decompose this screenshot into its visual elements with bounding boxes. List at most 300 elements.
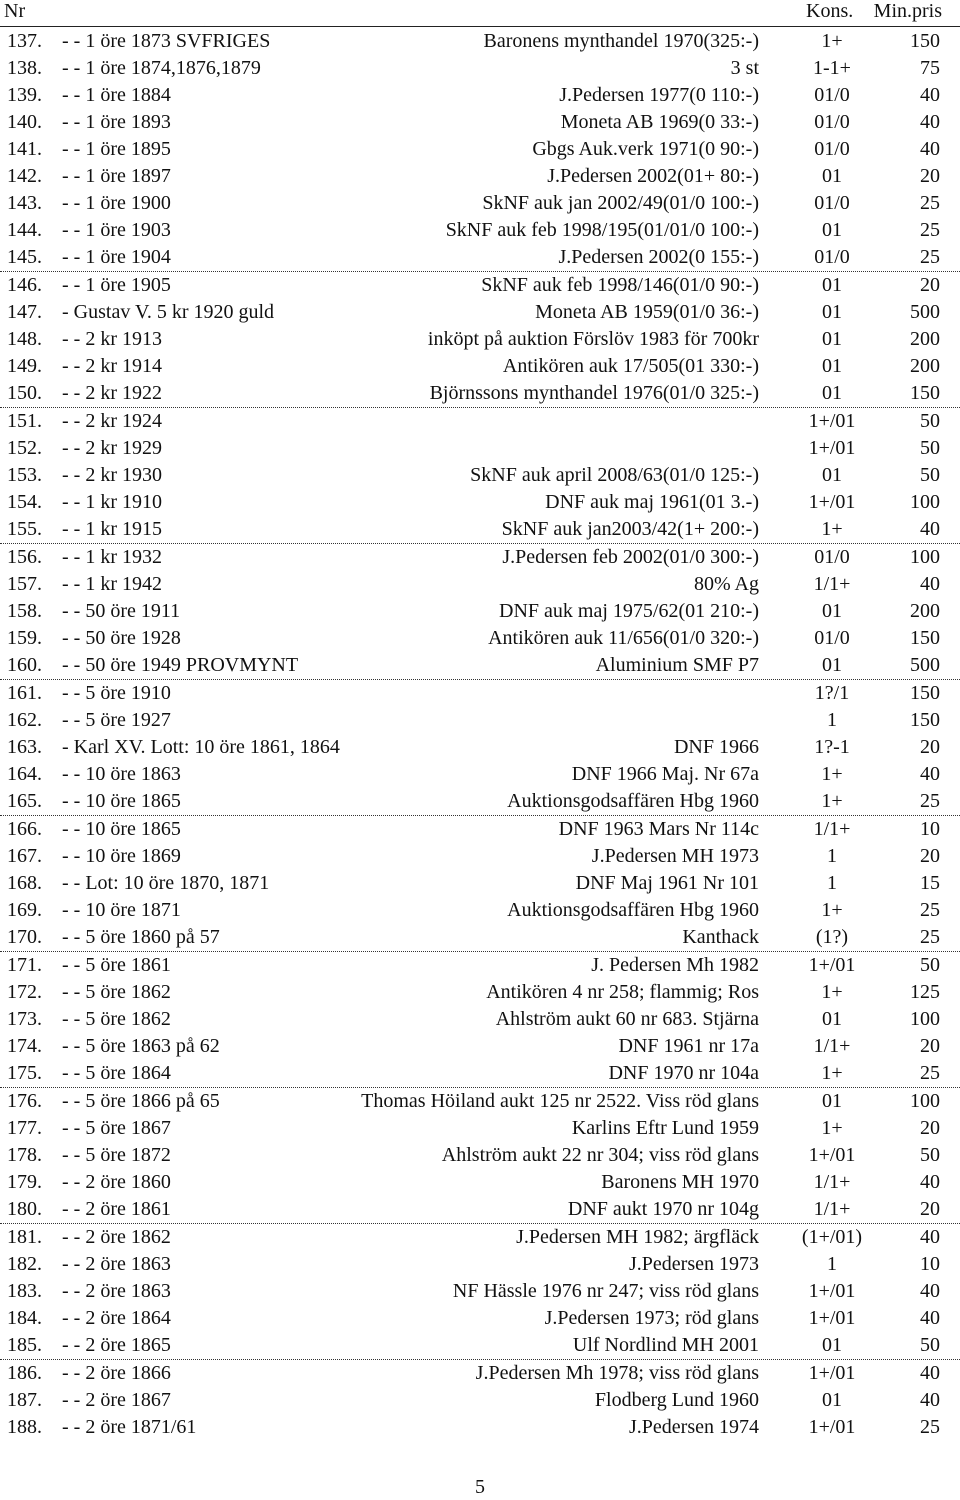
- page-number: 5: [475, 1476, 485, 1498]
- catalog-row: [0, 924, 960, 951]
- row-number: 142.: [7, 165, 42, 187]
- row-condition: 01: [822, 654, 842, 676]
- row-description: - - 2 kr 1930: [62, 464, 162, 486]
- catalog-row: [0, 788, 960, 815]
- row-source: Auktionsgodsaffären Hbg 1960: [507, 899, 759, 921]
- row-source: SkNF auk april 2008/63(01/0 125:-): [470, 464, 759, 486]
- row-description: - - 1 kr 1942: [62, 573, 162, 595]
- row-number: 184.: [7, 1307, 42, 1329]
- row-group: [0, 1088, 960, 1224]
- row-description: - - 10 öre 1869: [62, 845, 181, 867]
- catalog-row: [0, 544, 960, 571]
- catalog-row: [0, 870, 960, 897]
- row-min-price: 50: [920, 437, 940, 459]
- row-number: 146.: [7, 274, 42, 296]
- row-source: J.Pedersen 1973; röd glans: [544, 1307, 759, 1329]
- row-min-price: 25: [920, 899, 940, 921]
- catalog-row: [0, 435, 960, 462]
- catalog-row: [0, 380, 960, 407]
- catalog-row: [0, 272, 960, 299]
- row-description: - - 5 öre 1866 på 65: [62, 1090, 220, 1112]
- row-number: 183.: [7, 1280, 42, 1302]
- catalog-row: [0, 680, 960, 707]
- row-min-price: 150: [910, 30, 940, 52]
- row-number: 169.: [7, 899, 42, 921]
- row-number: 168.: [7, 872, 42, 894]
- row-source: Auktionsgodsaffären Hbg 1960: [507, 790, 759, 812]
- row-number: 174.: [7, 1035, 42, 1057]
- row-min-price: 125: [910, 981, 940, 1003]
- catalog-row: [0, 1278, 960, 1305]
- row-condition: 01: [822, 1090, 842, 1112]
- row-source: inköpt på auktion Förslöv 1983 för 700kr: [427, 328, 759, 350]
- row-number: 188.: [7, 1416, 42, 1438]
- row-source: J. Pedersen Mh 1982: [591, 954, 759, 976]
- row-source: J.Pedersen 1977(0 110:-): [559, 84, 759, 106]
- row-min-price: 100: [910, 546, 940, 568]
- row-min-price: 40: [920, 111, 940, 133]
- row-condition: 1?/1: [814, 682, 850, 704]
- row-number: 186.: [7, 1362, 42, 1384]
- row-number: 141.: [7, 138, 42, 160]
- catalog-row: [0, 109, 960, 136]
- row-condition: 01/0: [814, 546, 850, 568]
- row-condition: 01: [822, 355, 842, 377]
- catalog-row: [0, 843, 960, 870]
- row-condition: 01: [822, 464, 842, 486]
- row-min-price: 40: [920, 1362, 940, 1384]
- row-description: - - 5 öre 1862: [62, 1008, 171, 1030]
- row-description: - - 1 öre 1873 SVFRIGES: [62, 30, 271, 52]
- row-min-price: 50: [920, 954, 940, 976]
- row-condition: 1: [827, 845, 837, 867]
- row-source: J.Pedersen 2002(01+ 80:-): [547, 165, 759, 187]
- row-description: - - 1 öre 1897: [62, 165, 171, 187]
- row-group: [0, 272, 960, 408]
- row-condition: 1+/01: [808, 1416, 856, 1438]
- row-description: - - 1 öre 1893: [62, 111, 171, 133]
- row-description: - - 2 kr 1922: [62, 382, 162, 404]
- row-description: - - 1 öre 1905: [62, 274, 171, 296]
- catalog-row: [0, 1360, 960, 1387]
- row-description: - - 2 öre 1863: [62, 1280, 171, 1302]
- row-min-price: 50: [920, 1144, 940, 1166]
- row-description: - - 2 kr 1914: [62, 355, 162, 377]
- row-condition: 01/0: [814, 111, 850, 133]
- row-source: Moneta AB 1959(01/0 36:-): [535, 301, 759, 323]
- row-description: - - 5 öre 1860 på 57: [62, 926, 220, 948]
- row-min-price: 20: [920, 736, 940, 758]
- row-min-price: 200: [910, 355, 940, 377]
- row-description: - - 2 öre 1864: [62, 1307, 171, 1329]
- row-number: 170.: [7, 926, 42, 948]
- row-source: Ahlström aukt 60 nr 683. Stjärna: [495, 1008, 759, 1030]
- row-number: 160.: [7, 654, 42, 676]
- row-source: Antikören 4 nr 258; flammig; Ros: [486, 981, 759, 1003]
- row-condition: 01: [822, 600, 842, 622]
- row-condition: 1?-1: [814, 736, 850, 758]
- row-description: - - 2 öre 1861: [62, 1198, 171, 1220]
- row-condition: 01: [822, 165, 842, 187]
- row-number: 171.: [7, 954, 42, 976]
- catalog-row: [0, 408, 960, 435]
- row-min-price: 10: [920, 818, 940, 840]
- row-min-price: 40: [920, 518, 940, 540]
- header-min-pris: Min.pris: [873, 0, 942, 22]
- row-source: 80% Ag: [694, 573, 759, 595]
- row-number: 139.: [7, 84, 42, 106]
- row-number: 180.: [7, 1198, 42, 1220]
- row-source: SkNF auk feb 1998/146(01/0 90:-): [481, 274, 759, 296]
- row-min-price: 50: [920, 464, 940, 486]
- row-number: 157.: [7, 573, 42, 595]
- row-min-price: 20: [920, 165, 940, 187]
- catalog-row: [0, 516, 960, 543]
- catalog-row: [0, 1251, 960, 1278]
- row-condition: 1/1+: [813, 1035, 851, 1057]
- row-min-price: 150: [910, 382, 940, 404]
- row-min-price: 15: [920, 872, 940, 894]
- catalog-row: [0, 217, 960, 244]
- catalog-row: [0, 734, 960, 761]
- row-condition: 1+/01: [808, 1144, 856, 1166]
- catalog-row: [0, 1006, 960, 1033]
- catalog-row: [0, 244, 960, 271]
- row-source: Baronens mynthandel 1970(325:-): [483, 30, 759, 52]
- row-description: - - 1 kr 1932: [62, 546, 162, 568]
- row-min-price: 10: [920, 1253, 940, 1275]
- row-source: SkNF auk jan 2002/49(01/0 100:-): [482, 192, 759, 214]
- catalog-row: [0, 1060, 960, 1087]
- row-min-price: 100: [910, 1008, 940, 1030]
- row-condition: 1/1+: [813, 1171, 851, 1193]
- row-min-price: 200: [910, 328, 940, 350]
- catalog-row: [0, 1387, 960, 1414]
- catalog-row: [0, 353, 960, 380]
- row-source: Ulf Nordlind MH 2001: [572, 1334, 759, 1356]
- row-min-price: 40: [920, 573, 940, 595]
- row-description: - - 1 öre 1903: [62, 219, 171, 241]
- row-group: [0, 1360, 960, 1441]
- row-description: - Karl XV. Lott: 10 öre 1861, 1864: [62, 736, 340, 758]
- row-source: DNF 1966: [673, 736, 759, 758]
- catalog-row: [0, 1169, 960, 1196]
- row-min-price: 150: [910, 682, 940, 704]
- row-source: J.Pedersen 2002(0 155:-): [558, 246, 759, 268]
- catalog-row: [0, 55, 960, 82]
- row-group: [0, 816, 960, 952]
- row-description: - - 2 kr 1924: [62, 410, 162, 432]
- row-description: - - 5 öre 1872: [62, 1144, 171, 1166]
- row-source: SkNF auk jan2003/42(1+ 200:-): [501, 518, 759, 540]
- row-description: - - 5 öre 1863 på 62: [62, 1035, 220, 1057]
- row-condition: 1-1+: [813, 57, 851, 79]
- row-number: 154.: [7, 491, 42, 513]
- row-min-price: 100: [910, 491, 940, 513]
- row-min-price: 20: [920, 1198, 940, 1220]
- row-min-price: 50: [920, 410, 940, 432]
- row-description: - - 1 öre 1874,1876,1879: [62, 57, 261, 79]
- row-description: - - 2 öre 1867: [62, 1389, 171, 1411]
- row-description: - - 5 öre 1864: [62, 1062, 171, 1084]
- row-description: - - 2 öre 1865: [62, 1334, 171, 1356]
- row-min-price: 40: [920, 1226, 940, 1248]
- row-number: 178.: [7, 1144, 42, 1166]
- row-source: J.Pedersen feb 2002(01/0 300:-): [502, 546, 759, 568]
- catalog-row: [0, 1332, 960, 1359]
- row-description: - - 2 öre 1863: [62, 1253, 171, 1275]
- row-condition: 1+: [821, 1062, 843, 1084]
- header-kons: Kons.: [806, 0, 854, 22]
- catalog-row: [0, 952, 960, 979]
- catalog-row: [0, 816, 960, 843]
- catalog-row: [0, 82, 960, 109]
- row-condition: 1: [827, 1253, 837, 1275]
- row-min-price: 25: [920, 1416, 940, 1438]
- row-source: Moneta AB 1969(0 33:-): [560, 111, 759, 133]
- row-source: DNF auk maj 1975/62(01 210:-): [499, 600, 759, 622]
- row-number: 137.: [7, 30, 42, 52]
- row-condition: 01/0: [814, 192, 850, 214]
- row-number: 148.: [7, 328, 42, 350]
- row-min-price: 40: [920, 1171, 940, 1193]
- row-min-price: 20: [920, 1117, 940, 1139]
- row-min-price: 20: [920, 274, 940, 296]
- row-condition: 1+/01: [808, 410, 856, 432]
- row-source: Björnssons mynthandel 1976(01/0 325:-): [429, 382, 759, 404]
- catalog-row: [0, 462, 960, 489]
- row-condition: 1/1+: [813, 818, 851, 840]
- row-condition: 1+: [821, 1117, 843, 1139]
- row-condition: 1: [827, 709, 837, 731]
- catalog-row: [0, 1224, 960, 1251]
- row-group: [0, 952, 960, 1088]
- row-condition: 1+/01: [808, 1307, 856, 1329]
- row-number: 164.: [7, 763, 42, 785]
- row-description: - - 1 öre 1900: [62, 192, 171, 214]
- row-group: [0, 680, 960, 816]
- row-description: - Gustav V. 5 kr 1920 guld: [62, 301, 275, 323]
- catalog-row: [0, 1115, 960, 1142]
- row-description: - - 1 öre 1895: [62, 138, 171, 160]
- catalog-list: [0, 28, 960, 1441]
- row-min-price: 25: [920, 1062, 940, 1084]
- column-header: [0, 0, 960, 27]
- row-min-price: 40: [920, 763, 940, 785]
- row-description: - - 50 öre 1928: [62, 627, 181, 649]
- row-number: 173.: [7, 1008, 42, 1030]
- row-number: 156.: [7, 546, 42, 568]
- row-description: - - 2 kr 1913: [62, 328, 162, 350]
- row-description: - - 1 kr 1910: [62, 491, 162, 513]
- row-number: 181.: [7, 1226, 42, 1248]
- row-condition: 1+/01: [808, 1280, 856, 1302]
- row-min-price: 500: [910, 301, 940, 323]
- catalog-row: [0, 1033, 960, 1060]
- row-condition: 01: [822, 1334, 842, 1356]
- row-description: - - 1 öre 1904: [62, 246, 171, 268]
- row-min-price: 40: [920, 1307, 940, 1329]
- row-min-price: 100: [910, 1090, 940, 1112]
- row-number: 149.: [7, 355, 42, 377]
- catalog-row: [0, 299, 960, 326]
- row-description: - - 50 öre 1911: [62, 600, 181, 622]
- row-number: 140.: [7, 111, 42, 133]
- row-description: - - 10 öre 1871: [62, 899, 181, 921]
- row-description: - - 1 öre 1884: [62, 84, 171, 106]
- catalog-row: [0, 136, 960, 163]
- row-number: 162.: [7, 709, 42, 731]
- row-number: 147.: [7, 301, 42, 323]
- row-number: 152.: [7, 437, 42, 459]
- row-number: 166.: [7, 818, 42, 840]
- row-number: 176.: [7, 1090, 42, 1112]
- catalog-row: [0, 761, 960, 788]
- catalog-row: [0, 652, 960, 679]
- catalog-row: [0, 190, 960, 217]
- row-min-price: 25: [920, 192, 940, 214]
- row-source: NF Hässle 1976 nr 247; viss röd glans: [452, 1280, 759, 1302]
- row-condition: 1/1+: [813, 573, 851, 595]
- row-number: 179.: [7, 1171, 42, 1193]
- catalog-row: [0, 489, 960, 516]
- row-number: 144.: [7, 219, 42, 241]
- row-number: 158.: [7, 600, 42, 622]
- row-condition: 01: [822, 1008, 842, 1030]
- row-group: [0, 408, 960, 544]
- row-number: 151.: [7, 410, 42, 432]
- row-min-price: 150: [910, 627, 940, 649]
- row-min-price: 200: [910, 600, 940, 622]
- row-condition: (1?): [815, 926, 849, 948]
- row-min-price: 500: [910, 654, 940, 676]
- row-source: Karlins Eftr Lund 1959: [571, 1117, 759, 1139]
- catalog-row: [0, 1305, 960, 1332]
- row-number: 150.: [7, 382, 42, 404]
- row-number: 175.: [7, 1062, 42, 1084]
- row-number: 138.: [7, 57, 42, 79]
- catalog-row: [0, 163, 960, 190]
- row-condition: 01: [822, 1389, 842, 1411]
- row-min-price: 25: [920, 790, 940, 812]
- row-condition: 01/0: [814, 138, 850, 160]
- row-source: DNF 1966 Maj. Nr 67a: [571, 763, 759, 785]
- catalog-row: [0, 625, 960, 652]
- row-condition: 1+/01: [808, 1362, 856, 1384]
- row-min-price: 150: [910, 709, 940, 731]
- row-description: - - 2 kr 1929: [62, 437, 162, 459]
- row-description: - - 1 kr 1915: [62, 518, 162, 540]
- catalog-row: [0, 326, 960, 353]
- row-source: SkNF auk feb 1998/195(01/01/0 100:-): [445, 219, 759, 241]
- row-group: [0, 544, 960, 680]
- header-nr: Nr: [4, 0, 26, 22]
- row-number: 143.: [7, 192, 42, 214]
- row-source: J.Pedersen MH 1982; ärgfläck: [516, 1226, 759, 1248]
- row-source: 3 st: [730, 57, 759, 79]
- row-number: 177.: [7, 1117, 42, 1139]
- row-source: Ahlström aukt 22 nr 304; viss röd glans: [441, 1144, 759, 1166]
- row-number: 163.: [7, 736, 42, 758]
- row-description: - - 2 öre 1860: [62, 1171, 171, 1193]
- row-number: 159.: [7, 627, 42, 649]
- row-source: Gbgs Auk.verk 1971(0 90:-): [532, 138, 759, 160]
- row-condition: 01: [822, 301, 842, 323]
- row-condition: 01/0: [814, 84, 850, 106]
- row-description: - - 5 öre 1910: [62, 682, 171, 704]
- catalog-row: [0, 28, 960, 55]
- row-min-price: 40: [920, 1280, 940, 1302]
- row-condition: 1: [827, 872, 837, 894]
- catalog-row: [0, 707, 960, 734]
- catalog-row: [0, 598, 960, 625]
- catalog-row: [0, 979, 960, 1006]
- row-description: - - 2 öre 1866: [62, 1362, 171, 1384]
- row-condition: 1+: [821, 30, 843, 52]
- row-number: 153.: [7, 464, 42, 486]
- row-condition: 01: [822, 274, 842, 296]
- row-description: - - 5 öre 1867: [62, 1117, 171, 1139]
- row-condition: 1+/01: [808, 954, 856, 976]
- row-number: 167.: [7, 845, 42, 867]
- row-number: 185.: [7, 1334, 42, 1356]
- row-number: 172.: [7, 981, 42, 1003]
- row-group: [0, 1224, 960, 1360]
- row-description: - - Lot: 10 öre 1870, 1871: [62, 872, 270, 894]
- row-source: DNF Maj 1961 Nr 101: [575, 872, 759, 894]
- row-condition: 1+: [821, 518, 843, 540]
- row-description: - - 2 öre 1871/61: [62, 1416, 197, 1438]
- row-source: Thomas Höiland aukt 125 nr 2522. Viss röd glans: [361, 1090, 759, 1112]
- row-min-price: 25: [920, 219, 940, 241]
- row-description: - - 5 öre 1862: [62, 981, 171, 1003]
- row-condition: (1+/01): [801, 1226, 863, 1248]
- row-min-price: 20: [920, 845, 940, 867]
- row-group: [0, 28, 960, 272]
- row-min-price: 40: [920, 138, 940, 160]
- catalog-row: [0, 1142, 960, 1169]
- row-description: - - 50 öre 1949 PROVMYNT: [62, 654, 299, 676]
- row-number: 182.: [7, 1253, 42, 1275]
- row-number: 155.: [7, 518, 42, 540]
- row-description: - - 10 öre 1865: [62, 790, 181, 812]
- row-condition: 01: [822, 382, 842, 404]
- row-number: 161.: [7, 682, 42, 704]
- catalog-row: [0, 1414, 960, 1441]
- row-condition: 01: [822, 328, 842, 350]
- row-description: - - 10 öre 1865: [62, 818, 181, 840]
- row-description: - - 10 öre 1863: [62, 763, 181, 785]
- row-source: Baronens MH 1970: [601, 1171, 759, 1193]
- row-condition: 1+: [821, 790, 843, 812]
- row-condition: 01/0: [814, 627, 850, 649]
- row-description: - - 5 öre 1861: [62, 954, 171, 976]
- row-source: DNF 1961 nr 17a: [618, 1035, 759, 1057]
- row-min-price: 40: [920, 84, 940, 106]
- row-source: DNF auk maj 1961(01 3.-): [545, 491, 759, 513]
- row-min-price: 40: [920, 1389, 940, 1411]
- row-condition: 1+: [821, 981, 843, 1003]
- row-condition: 1+/01: [808, 491, 856, 513]
- row-min-price: 50: [920, 1334, 940, 1356]
- row-number: 145.: [7, 246, 42, 268]
- row-condition: 01/0: [814, 246, 850, 268]
- row-source: DNF 1963 Mars Nr 114c: [558, 818, 759, 840]
- row-source: J.Pedersen Mh 1978; viss röd glans: [475, 1362, 759, 1384]
- row-source: J.Pedersen 1974: [629, 1416, 759, 1438]
- row-min-price: 75: [920, 57, 940, 79]
- row-condition: 01: [822, 219, 842, 241]
